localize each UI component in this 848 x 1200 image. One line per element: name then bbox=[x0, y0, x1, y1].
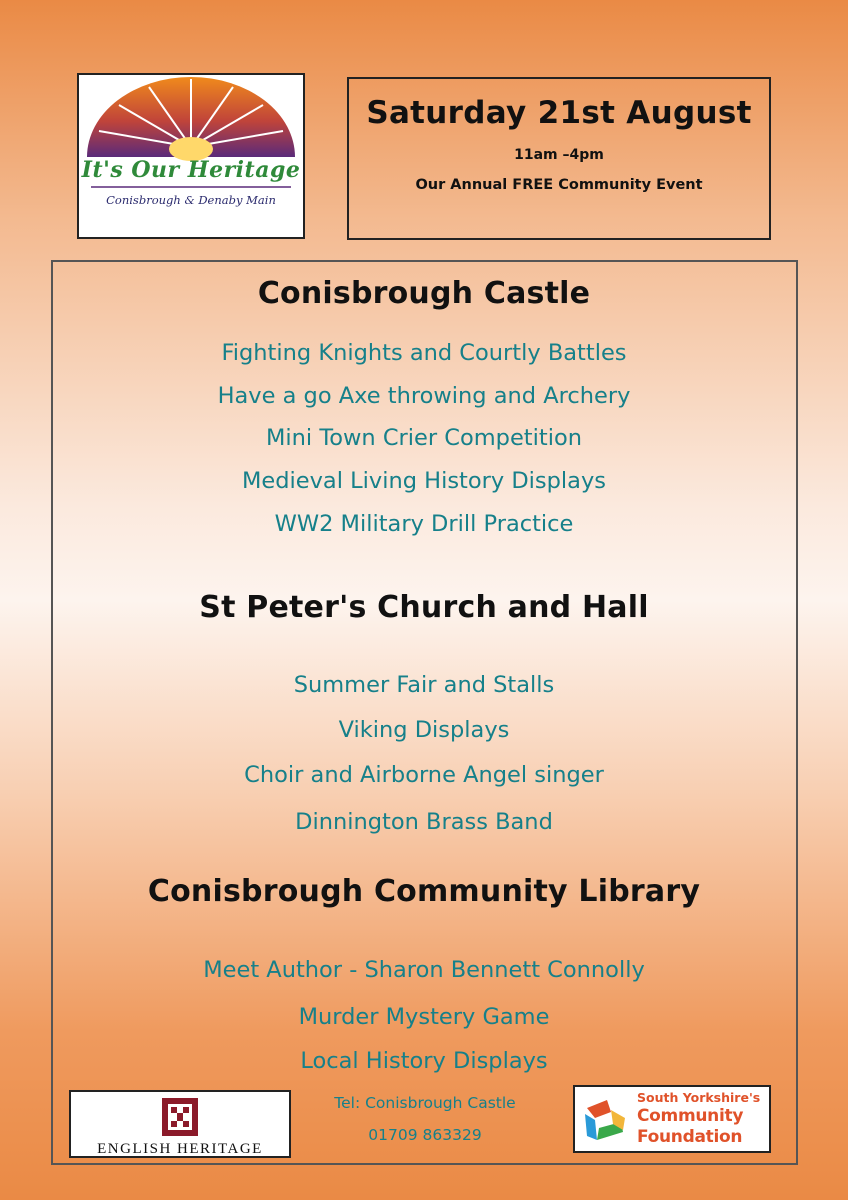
list-item: Medieval Living History Displays bbox=[241, 468, 607, 494]
event-date-box bbox=[347, 77, 771, 240]
english-heritage-logo bbox=[69, 1090, 291, 1158]
list-item: Summer Fair and Stalls bbox=[293, 672, 555, 698]
english-heritage-label: ENGLISH HERITAGE bbox=[97, 1141, 263, 1157]
event-description: Our Annual FREE Community Event bbox=[415, 177, 703, 193]
section-heading-library: Conisbrough Community Library bbox=[147, 874, 701, 909]
section-heading-church: St Peter's Church and Hall bbox=[199, 590, 649, 625]
event-time: 11am –4pm bbox=[514, 147, 604, 163]
foundation-name-line3: Foundation bbox=[637, 1127, 743, 1147]
list-item: Local History Displays bbox=[300, 1048, 548, 1074]
logo-subtitle: Conisbrough & Denaby Main bbox=[106, 193, 276, 207]
list-item: Fighting Knights and Courtly Battles bbox=[221, 340, 627, 366]
list-item: WW2 Military Drill Practice bbox=[274, 511, 574, 537]
contact-label: Tel: Conisbrough Castle bbox=[334, 1094, 516, 1112]
foundation-name-line2: Community bbox=[637, 1106, 744, 1126]
contact-phone: 01709 863329 bbox=[368, 1126, 482, 1144]
foundation-name-line1: South Yorkshire's bbox=[637, 1090, 761, 1105]
list-item: Have a go Axe throwing and Archery bbox=[217, 383, 631, 409]
sunrise-icon bbox=[79, 75, 303, 237]
list-item: Dinnington Brass Band bbox=[295, 809, 553, 835]
list-item: Choir and Airborne Angel singer bbox=[244, 762, 604, 788]
list-item: Viking Displays bbox=[338, 717, 510, 743]
foundation-emblem-icon bbox=[581, 1096, 633, 1146]
section-heading-castle: Conisbrough Castle bbox=[257, 276, 591, 311]
heritage-logo bbox=[77, 73, 305, 239]
castle-emblem-icon bbox=[160, 1096, 200, 1138]
list-item: Meet Author - Sharon Bennett Connolly bbox=[203, 957, 645, 983]
list-item: Murder Mystery Game bbox=[298, 1004, 550, 1030]
logo-title: It's Our Heritage bbox=[81, 157, 301, 183]
list-item: Mini Town Crier Competition bbox=[266, 425, 582, 451]
event-date: Saturday 21st August bbox=[366, 95, 752, 131]
community-foundation-logo bbox=[573, 1085, 771, 1153]
